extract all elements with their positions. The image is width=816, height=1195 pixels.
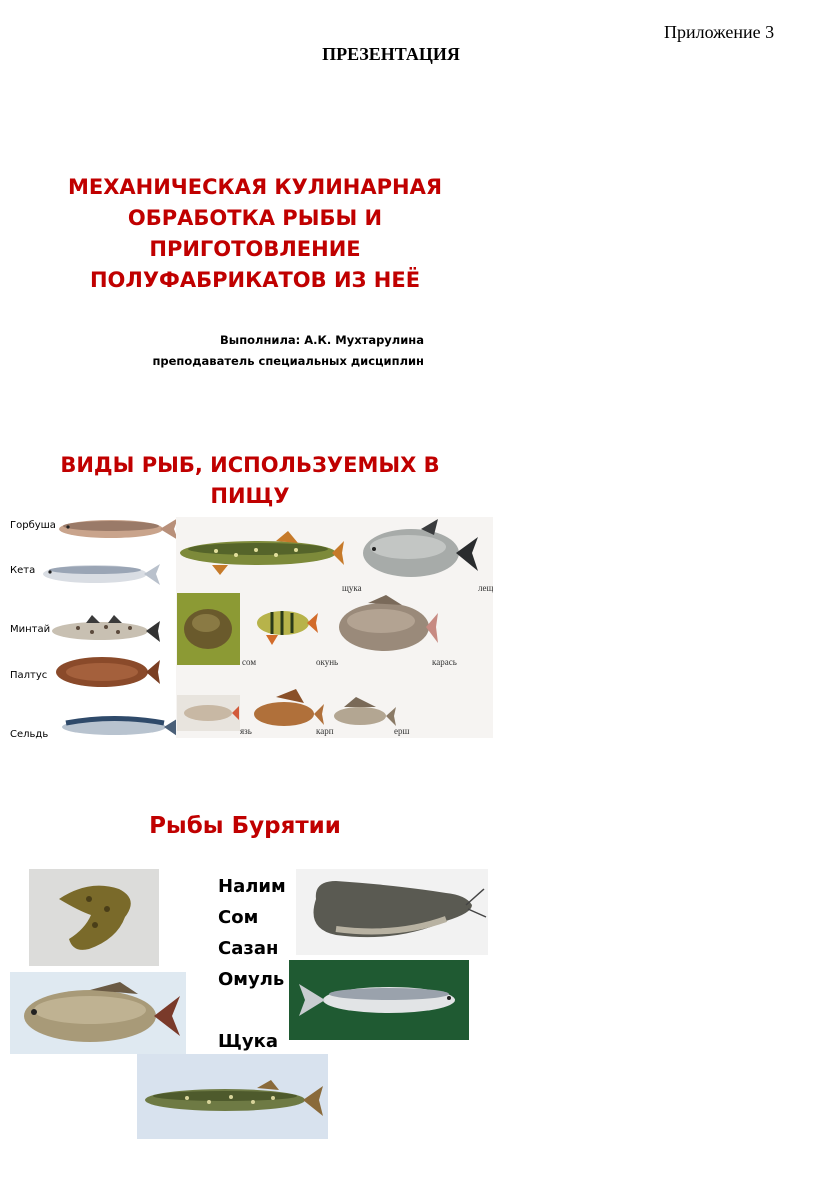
document-heading: ПРЕЗЕНТАЦИЯ: [322, 44, 460, 64]
buryatia-fish-list: [218, 871, 286, 1057]
author-name: Выполнила: А.К. Мухтарулина: [220, 333, 424, 347]
label-seld: Сельдь: [10, 729, 49, 740]
bream-image: [363, 519, 478, 577]
caption-ide: язь: [240, 726, 252, 736]
slide3-title: Рыбы Бурятии: [149, 813, 341, 839]
slide1-title-line: ОБРАБОТКА РЫБЫ И: [127, 206, 383, 230]
slide1-title: [60, 172, 450, 296]
burbot-photo: [29, 869, 159, 966]
pike-photo: [137, 1054, 328, 1139]
label-mintai: Минтай: [10, 624, 51, 635]
slide2-title-line: ПИЩУ: [210, 484, 290, 508]
caption-catfish: сом: [242, 657, 257, 667]
catfish-photo: [296, 869, 488, 955]
perch-image: [257, 611, 318, 645]
slide1-title-line: ПОЛУФАБРИКАТОВ ИЗ НЕЁ: [89, 268, 421, 292]
gorbusha-fish-image: [56, 512, 180, 546]
carp-image: [254, 689, 324, 726]
ruffe-image: [334, 697, 396, 726]
keta-fish-image: [40, 558, 162, 590]
omul-photo: [289, 960, 469, 1040]
sazan-photo: [10, 972, 186, 1054]
list-item: Щука: [218, 1031, 278, 1052]
list-item: [218, 995, 286, 1026]
caption-crucian: карась: [432, 657, 457, 667]
seld-fish-image: [58, 712, 182, 742]
label-keta: Кета: [10, 565, 36, 576]
slide1-title-line: ПРИГОТОВЛЕНИЕ: [149, 237, 361, 261]
slide1-title-line: МЕХАНИЧЕСКАЯ КУЛИНАРНАЯ: [67, 175, 443, 199]
caption-ruffe: ерш: [394, 726, 410, 736]
appendix-label: Приложение 3: [664, 22, 775, 42]
caption-pike: щука: [342, 583, 362, 593]
slide2-title: [40, 450, 460, 512]
pike-image: [180, 531, 344, 575]
list-item: Сазан: [218, 938, 279, 959]
list-item: Налим: [218, 876, 286, 897]
river-fish-panel: [176, 517, 493, 738]
caption-perch: окунь: [316, 657, 339, 667]
label-paltus: Палтус: [10, 670, 48, 681]
label-gorbusha: Горбуша: [10, 520, 56, 531]
list-item: Омуль: [218, 969, 285, 990]
list-item: Сом: [218, 907, 259, 928]
caption-bream: лещ: [478, 583, 493, 593]
caption-carp: карп: [316, 726, 334, 736]
paltus-fish-image: [52, 652, 162, 692]
mintai-fish-image: [48, 614, 162, 646]
river-fish-illustrations: [176, 517, 493, 738]
slide2-title-line: ВИДЫ РЫБ, ИСПОЛЬЗУЕМЫХ В: [60, 453, 440, 477]
author-position: преподаватель специальных дисциплин: [152, 354, 424, 368]
crucian-image: [339, 595, 438, 651]
